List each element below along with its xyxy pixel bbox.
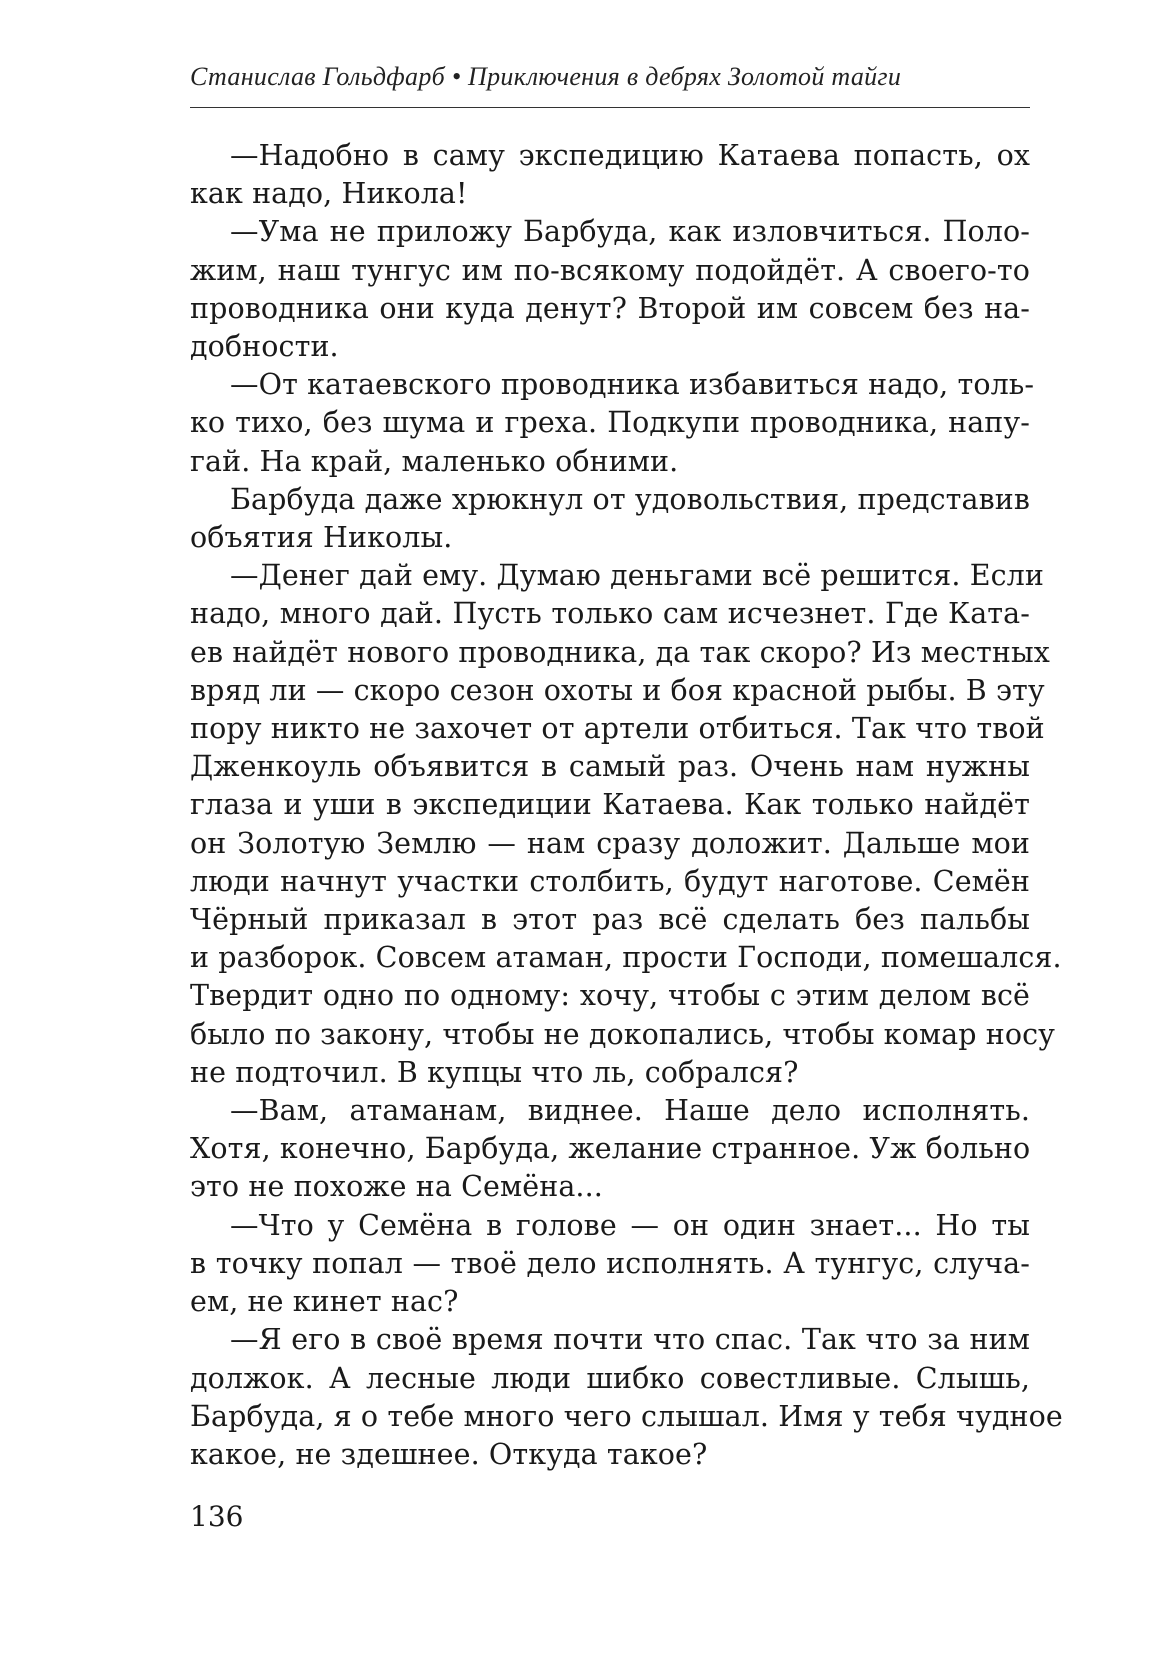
- text-line: —Ума не приложу Барбуда, как изловчиться. Поло-: [230, 215, 1030, 249]
- text-line: надо, много дай. Пусть только сам исчезнет. Где Ката-: [190, 597, 1030, 631]
- text-line: вряд ли — скоро сезон охоты и боя красной рыбы. В эту: [190, 673, 1045, 707]
- paragraph: [190, 1321, 1063, 1474]
- paragraph: [190, 366, 1035, 481]
- text-line: это не похоже на Семёна...: [190, 1170, 603, 1204]
- paragraph: [190, 1207, 1030, 1322]
- text-line: должок. А лесные люди шибко совестливые. Слышь,: [190, 1361, 1030, 1395]
- text-line: объятия Николы.: [190, 521, 453, 555]
- text-line: ем, не кинет нас?: [190, 1285, 459, 1319]
- text-line: Дженкоуль объявится в самый раз. Очень нам нужны: [190, 750, 1030, 784]
- paragraph: [190, 557, 1062, 1092]
- text-line: какое, не здешнее. Откуда такое?: [190, 1437, 708, 1471]
- text-line: и разборок. Совсем атаман, прости Господи, помешался.: [190, 941, 1062, 975]
- text-line: Твердит одно по одному: хочу, чтобы с этим делом всё: [190, 979, 1030, 1013]
- running-head: Станислав Гольдфарб • Приключения в дебрях Золотой тайги: [190, 62, 902, 91]
- text-line: —Что у Семёна в голове — он один знает... Но ты: [230, 1208, 1030, 1242]
- paragraph: [190, 1092, 1030, 1207]
- text-line: —Я его в своё время почти что спас. Так что за ним: [230, 1323, 1030, 1357]
- text-line: Барбуда, я о тебе много чего слышал. Имя у тебя чудное: [190, 1399, 1063, 1433]
- text-line: ев найдёт нового проводника, да так скоро? Из местных: [190, 635, 1050, 669]
- text-line: не подточил. В купцы что ль, собрался?: [190, 1055, 799, 1089]
- text-line: люди начнут участки столбить, будут наготове. Семён: [190, 864, 1030, 898]
- text-line: ко тихо, без шума и греха. Подкупи проводника, напу-: [190, 406, 1030, 440]
- text-line: гай. На край, маленько обними.: [190, 444, 679, 478]
- text-line: Хотя, конечно, Барбуда, желание странное. Уж больно: [190, 1132, 1031, 1166]
- text-line: проводника они куда денут? Второй им совсем без на-: [190, 291, 1030, 325]
- text-line: пору никто не захочет от артели отбиться. Так что твой: [190, 712, 1045, 746]
- body-text: [190, 137, 1063, 1474]
- header-rule: [190, 107, 1030, 108]
- text-line: Чёрный приказал в этот раз всё сделать без пальбы: [190, 903, 1030, 937]
- text-line: как надо, Никола!: [190, 177, 468, 211]
- text-line: в точку попал — твоё дело исполнять. А тунгус, случа-: [190, 1246, 1030, 1280]
- text-line: —Денег дай ему. Думаю деньгами всё решится. Если: [230, 559, 1044, 593]
- paragraph: [190, 213, 1030, 366]
- text-line: —Надобно в саму экспедицию Катаева попасть, ох: [230, 139, 1030, 172]
- text-line: жим, наш тунгус им по-всякому подойдёт. А своего-то: [190, 253, 1030, 287]
- text-line: —Вам, атаманам, виднее. Наше дело исполнять.: [230, 1094, 1030, 1128]
- paragraph: [190, 481, 1030, 557]
- text-line: добности.: [190, 330, 339, 364]
- text-line: Барбуда даже хрюкнул от удовольствия, представив: [230, 482, 1030, 516]
- text-line: было по закону, чтобы не докопались, чтобы комар носу: [190, 1017, 1056, 1051]
- page-number: 136: [190, 1500, 244, 1533]
- text-line: —От катаевского проводника избавиться надо, толь-: [230, 368, 1035, 402]
- paragraph: [190, 137, 1030, 213]
- text-line: он Золотую Землю — нам сразу доложит. Дальше мои: [190, 826, 1030, 860]
- text-line: глаза и уши в экспедиции Катаева. Как только найдёт: [190, 788, 1030, 822]
